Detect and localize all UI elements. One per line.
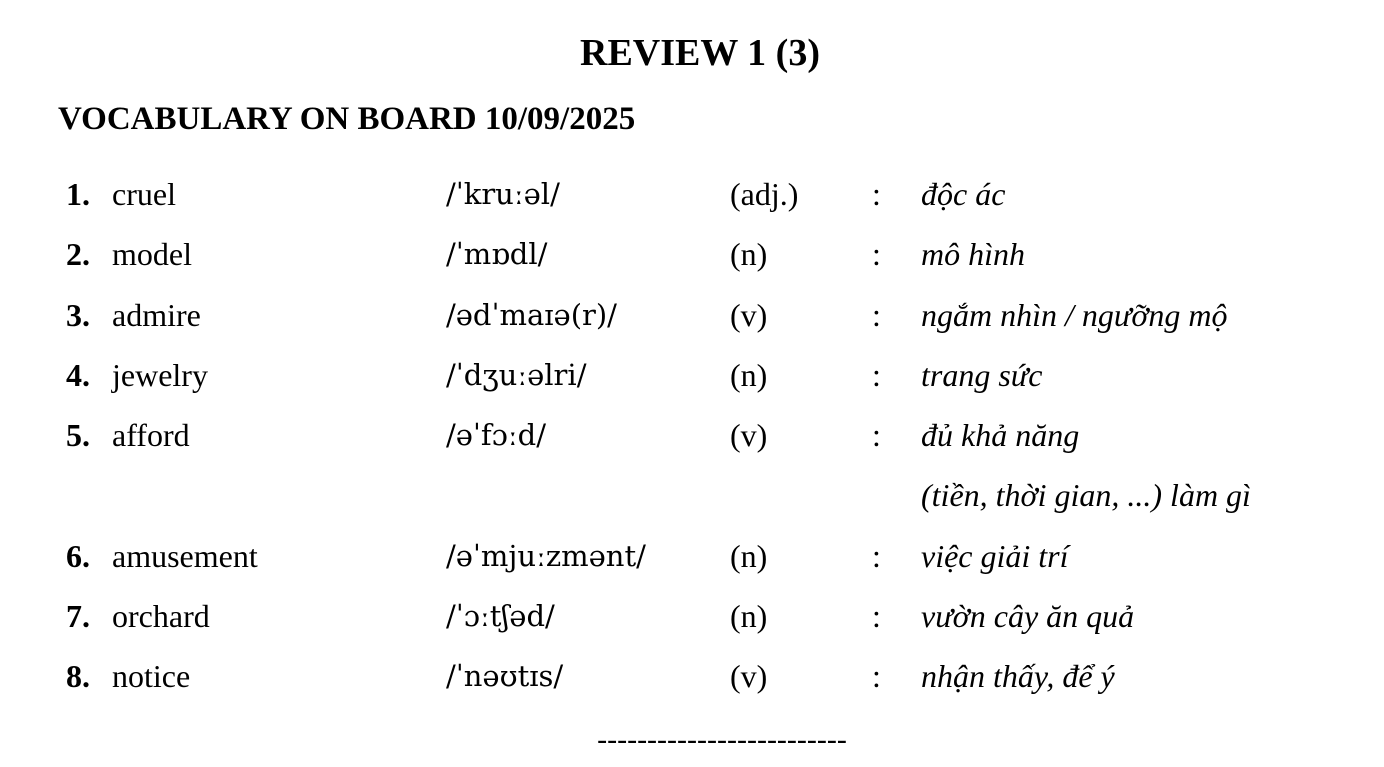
pronunciation: /ˈkruːəl/ xyxy=(446,177,560,211)
meaning: nhận thấy, để ý xyxy=(921,658,1115,695)
vocab-word: afford xyxy=(112,417,190,454)
divider-line: ------------------------- xyxy=(597,723,847,756)
vocab-row xyxy=(0,527,1384,587)
vocab-word: cruel xyxy=(112,176,176,212)
part-of-speech: (n) xyxy=(730,356,768,393)
item-number: 3. xyxy=(66,296,90,333)
part-of-speech: (v) xyxy=(730,417,768,454)
vocab-word: notice xyxy=(112,658,191,695)
meaning: trang sức xyxy=(921,356,1043,393)
separator: : xyxy=(872,356,881,393)
page-title: REVIEW 1 (3) xyxy=(580,32,820,74)
vocab-word: admire xyxy=(112,296,201,333)
pronunciation: /ˈmɒdl/ xyxy=(446,237,548,272)
pronunciation: /əˈmjuːzmənt/ xyxy=(446,538,646,573)
separator: : xyxy=(872,537,881,574)
separator: : xyxy=(872,236,881,273)
meaning-continuation: (tiền, thời gian, ...) làm gì xyxy=(921,477,1251,514)
pronunciation: /ədˈmaɪə(r)/ xyxy=(446,297,617,332)
item-number: 8. xyxy=(66,658,90,695)
vocab-row xyxy=(0,587,1384,647)
part-of-speech: (n) xyxy=(730,537,768,574)
item-number: 1. xyxy=(66,176,90,212)
vocab-row xyxy=(0,165,1384,225)
meaning: việc giải trí xyxy=(921,537,1069,574)
vocab-row xyxy=(0,286,1384,346)
vocab-list xyxy=(0,165,1384,708)
pronunciation: /ˈnəʊtɪs/ xyxy=(446,659,564,694)
part-of-speech: (n) xyxy=(730,236,768,273)
separator: : xyxy=(872,598,881,635)
part-of-speech: (v) xyxy=(730,658,768,695)
section-heading: VOCABULARY ON BOARD 10/09/2025 xyxy=(58,101,636,137)
meaning: ngắm nhìn / ngưỡng mộ xyxy=(921,296,1228,333)
vocab-row-continuation xyxy=(0,466,1384,526)
separator: : xyxy=(872,658,881,695)
meaning: mô hình xyxy=(921,236,1025,273)
pronunciation: /əˈfɔːd/ xyxy=(446,418,546,453)
item-number: 7. xyxy=(66,598,90,635)
part-of-speech: (n) xyxy=(730,598,768,635)
item-number: 4. xyxy=(66,356,90,393)
part-of-speech: (v) xyxy=(730,296,768,333)
vocab-row xyxy=(0,346,1384,406)
vocab-word: amusement xyxy=(112,537,258,574)
item-number: 2. xyxy=(66,236,90,273)
vocab-row xyxy=(0,406,1384,466)
vocab-row xyxy=(0,225,1384,285)
vocab-word: jewelry xyxy=(112,356,208,393)
item-number: 5. xyxy=(66,417,90,454)
meaning: đủ khả năng xyxy=(921,417,1080,454)
separator: : xyxy=(872,296,881,333)
vocab-word: model xyxy=(112,236,192,273)
separator: : xyxy=(872,417,881,454)
meaning: độc ác xyxy=(921,176,1006,212)
meaning: vườn cây ăn quả xyxy=(921,598,1135,635)
part-of-speech: (adj.) xyxy=(730,176,799,212)
item-number: 6. xyxy=(66,537,90,574)
separator: : xyxy=(872,176,881,212)
pronunciation: /ˈɔːtʃəd/ xyxy=(446,599,555,634)
vocab-row xyxy=(0,647,1384,707)
pronunciation: /ˈdʒuːəlri/ xyxy=(446,357,587,392)
vocab-word: orchard xyxy=(112,598,210,635)
